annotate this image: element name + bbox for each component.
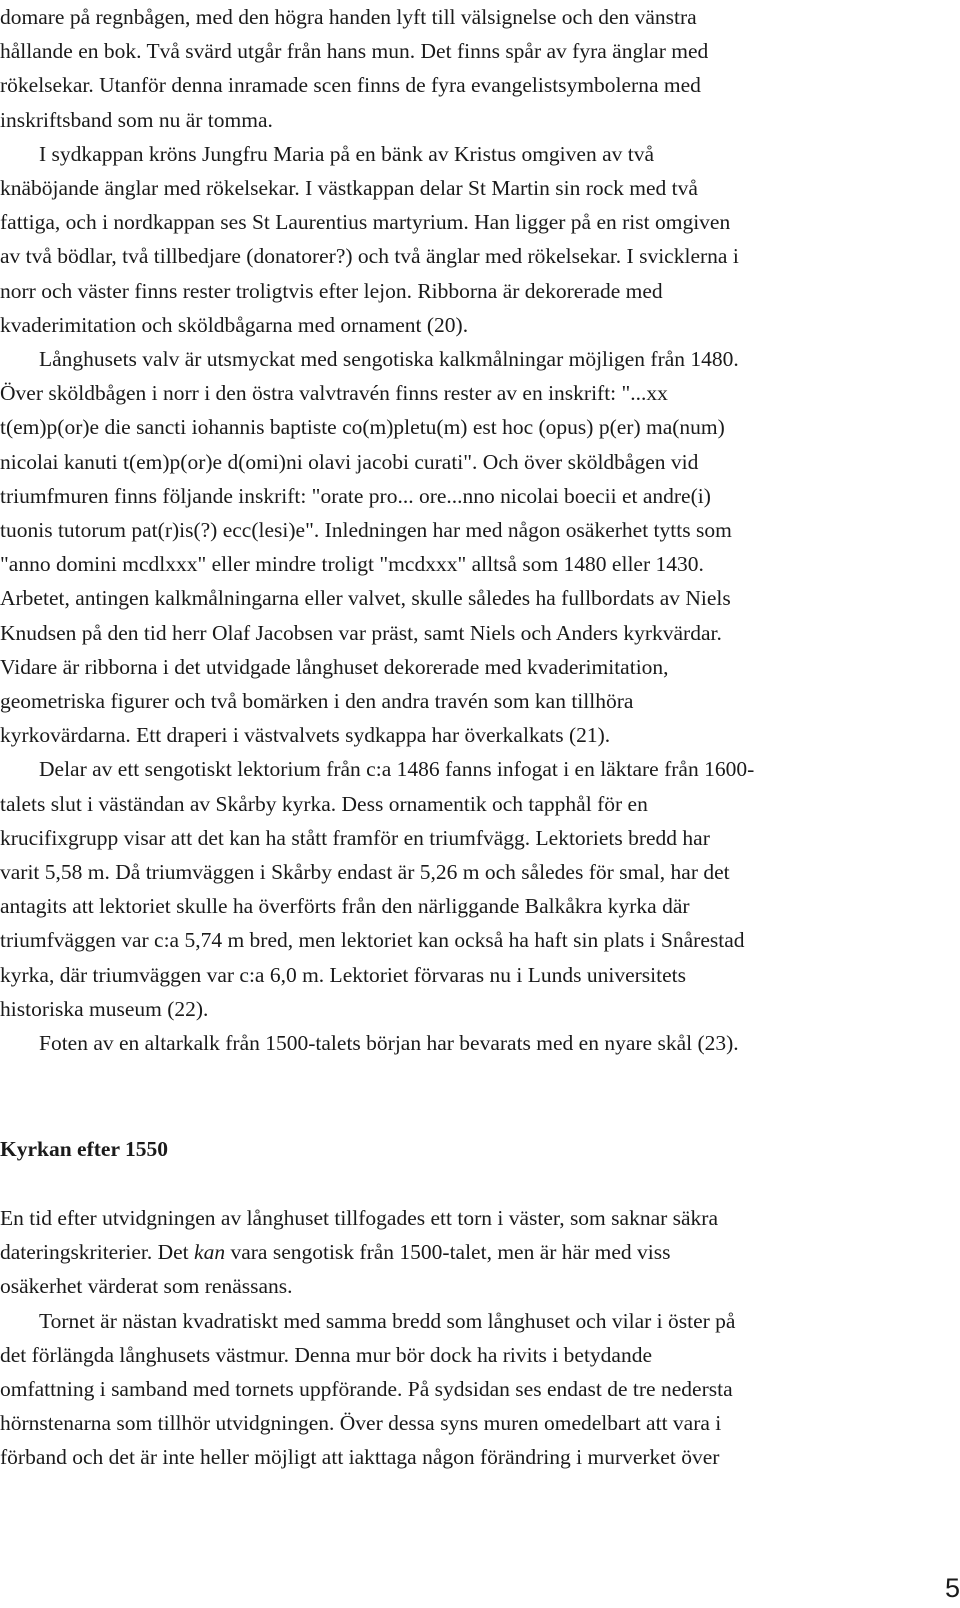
section-heading: Kyrkan efter 1550 (0, 1137, 168, 1161)
text-line: Vidare är ribborna i det utvidgade långhuset dekorerade med kvaderimitation, (0, 654, 669, 679)
text-line: historiska museum (22). (0, 996, 209, 1021)
text-line: hörnstenarna som tillhör utvidgningen. Över dessa syns muren omedelbart att vara i (0, 1411, 722, 1436)
text-line: kvaderimitation och sköldbågarna med ornament (20). (0, 312, 469, 337)
text-line: inskriftsband som nu är tomma. (0, 107, 273, 132)
text-line: Tornet är nästan kvadratiskt med samma bredd som långhuset och vilar i öster på (39, 1308, 736, 1333)
text-line: triumfväggen var c:a 5,74 m bred, men lektoriet kan också ha haft sin plats i Snårestad (0, 928, 745, 953)
text-line: "anno domini mcdlxxx" eller mindre troligt "mcdxxx" alltså som 1480 eller 1430. (0, 552, 704, 577)
emphasis-text: kan (194, 1240, 226, 1265)
text-line: varit 5,58 m. Då triumväggen i Skårby endast är 5,26 m och således för smal, har det (0, 860, 730, 885)
text-line: av två bödlar, två tillbedjare (donatorer?) och två änglar med rökelsekar. I svicklerna i (0, 244, 739, 269)
page-number: 5 (944, 1573, 960, 1603)
text-line: knäböjande änglar med rökelsekar. I västkappan delar St Martin sin rock med två (0, 176, 698, 201)
text-line: krucifixgrupp visar att det kan ha stått framför en triumfvägg. Lektoriets bredd har (0, 825, 710, 850)
text-line: omfattning i samband med tornets uppförande. På sydsidan ses endast de tre nedersta (0, 1377, 733, 1402)
text-line: talets slut i väständan av Skårby kyrka. Dess ornamentik och tapphål för en (0, 791, 648, 816)
text-line: tuonis tutorum pat(r)is(?) ecc(lesi)e". Inledningen har med någon osäkerhet tytts som (0, 518, 732, 543)
text-line: hållande en bok. Två svärd utgår från hans mun. Det finns spår av fyra änglar med (0, 39, 709, 64)
text-line: domare på regnbågen, med den högra handen lyft till välsignelse och den vänstra (0, 5, 697, 29)
text-line: geometriska figurer och två bomärken i den andra travén som kan tillhöra (0, 689, 634, 714)
text-line: Arbetet, antingen kalkmålningarna eller valvet, skulle således ha fullbordats av Niels (0, 586, 731, 611)
text-line: antagits att lektoriet skulle ha överförts från den närliggande Balkåkra kyrka där (0, 894, 690, 919)
text-line: Långhusets valv är utsmyckat med sengotiska kalkmålningar möjligen från 1480. (39, 347, 739, 372)
text-line: det förlängda långhusets västmur. Denna mur bör dock ha rivits i betydande (0, 1342, 653, 1367)
text-line: rökelsekar. Utanför denna inramade scen finns de fyra evangelistsymbolerna med (0, 73, 701, 98)
text-line: norr och väster finns rester troligtvis efter lejon. Ribborna är dekorerade med (0, 278, 663, 303)
text-line: I sydkappan kröns Jungfru Maria på en bänk av Kristus omgiven av två (39, 141, 654, 166)
text-line: osäkerhet värderat som renässans. (0, 1274, 293, 1299)
body-section-2 (0, 1201, 918, 1475)
text-line: Foten av en altarkalk från 1500-talets början har bevarats med en nyare skål (23). (39, 1031, 739, 1056)
text-line: kyrka, där triumväggen var c:a 6,0 m. Lektoriet förvaras nu i Lunds universitets (0, 962, 687, 987)
text-line: Delar av ett sengotiskt lektorium från c:a 1486 fanns infogat i en läktare från 1600- (39, 757, 755, 782)
text-line: nicolai kanuti t(em)p(or)e d(omi)ni olavi jacobi curati". Och över sköldbågen vid (0, 449, 699, 474)
text-line: triumfmuren finns följande inskrift: "orate pro... ore...nno nicolai boecii et andre(i) (0, 483, 711, 508)
text-line: förband och det är inte heller möjligt att iakttaga någon förändring i murverket över (0, 1445, 720, 1470)
text-fragment: vara sengotisk från 1500-talet, men är här med viss (225, 1240, 671, 1265)
text-line: fattiga, och i nordkappan ses St Laurentius martyrium. Han ligger på en rist omgiven (0, 210, 731, 235)
text-line: kyrkovärdarna. Ett draperi i västvalvets sydkappa har överkalkats (21). (0, 723, 611, 748)
text-line: t(em)p(or)e die sancti iohannis baptiste co(m)pletu(m) est hoc (opus) p(er) ma(num) (0, 415, 725, 440)
text-line: En tid efter utvidgningen av långhuset tillfogades ett torn i väster, som saknar säkra (0, 1206, 719, 1230)
text-line: Över sköldbågen i norr i den östra valvtravén finns rester av en inskrift: "...xx (0, 381, 668, 406)
text-fragment: dateringskriterier. Det (0, 1240, 195, 1265)
text-line (0, 1235, 918, 1269)
text-line: Knudsen på den tid herr Olaf Jacobsen var präst, samt Niels och Anders kyrkvärdar. (0, 620, 722, 645)
